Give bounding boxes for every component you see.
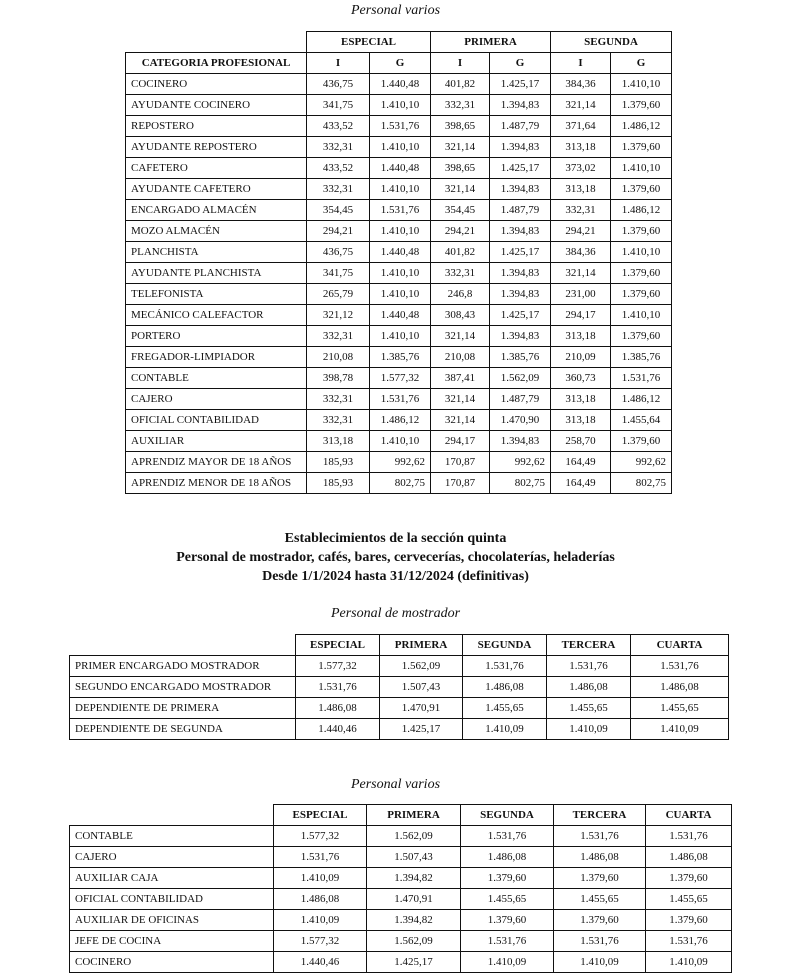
table-row [70, 698, 729, 719]
value-cell: 1.507,43 [380, 677, 463, 698]
value-cell: 433,52 [307, 158, 370, 179]
row-label: AYUDANTE REPOSTERO [126, 137, 307, 158]
value-cell: 1.410,09 [554, 952, 646, 973]
row-label: COCINERO [70, 952, 274, 973]
table-row [126, 305, 672, 326]
table-row [70, 889, 732, 910]
value-cell: 1.486,08 [274, 889, 367, 910]
row-label: AUXILIAR [126, 431, 307, 452]
table-row [70, 677, 729, 698]
value-cell: 384,36 [551, 242, 611, 263]
personal-mostrador-table [69, 634, 729, 740]
row-label: AUXILIAR CAJA [70, 868, 274, 889]
category-header: CATEGORIA PROFESIONAL [126, 53, 307, 74]
value-cell: 1.385,76 [611, 347, 672, 368]
section-heading [0, 529, 791, 586]
row-label: PLANCHISTA [126, 242, 307, 263]
group-header-segunda: SEGUNDA [551, 32, 672, 53]
value-cell: 1.379,60 [461, 910, 554, 931]
value-cell: 1.394,83 [490, 95, 551, 116]
table-row [126, 116, 672, 137]
blank-corner-cell [70, 805, 274, 826]
row-label: REPOSTERO [126, 116, 307, 137]
table-row [126, 95, 672, 116]
value-cell: 1.385,76 [370, 347, 431, 368]
value-cell: 1.562,09 [367, 931, 461, 952]
header-primera: PRIMERA [367, 805, 461, 826]
value-cell: 1.394,82 [367, 868, 461, 889]
value-cell: 1.487,79 [490, 200, 551, 221]
row-label: DEPENDIENTE DE SEGUNDA [70, 719, 296, 740]
row-label: TELEFONISTA [126, 284, 307, 305]
value-cell: 1.531,76 [296, 677, 380, 698]
value-cell: 1.410,09 [646, 952, 732, 973]
value-cell: 1.486,08 [547, 677, 631, 698]
value-cell: 1.440,48 [370, 242, 431, 263]
value-cell: 164,49 [551, 473, 611, 494]
group-header-primera: PRIMERA [431, 32, 551, 53]
value-cell: 1.577,32 [274, 931, 367, 952]
sub-header-i: I [431, 53, 490, 74]
table-row [70, 656, 729, 677]
value-cell: 1.486,08 [554, 847, 646, 868]
value-cell: 1.455,64 [611, 410, 672, 431]
value-cell: 354,45 [431, 200, 490, 221]
header-row [70, 805, 732, 826]
value-cell: 1.394,83 [490, 326, 551, 347]
value-cell: 321,14 [431, 179, 490, 200]
table-row [70, 952, 732, 973]
value-cell: 321,14 [551, 263, 611, 284]
value-cell: 341,75 [307, 95, 370, 116]
value-cell: 1.379,60 [611, 326, 672, 347]
value-cell: 1.425,17 [490, 305, 551, 326]
table-row [126, 74, 672, 95]
value-cell: 433,52 [307, 116, 370, 137]
row-label: CAJERO [70, 847, 274, 868]
row-label: OFICIAL CONTABILIDAD [70, 889, 274, 910]
value-cell: 398,65 [431, 158, 490, 179]
personal-varios-table-2 [69, 804, 732, 973]
value-cell: 1.410,10 [370, 431, 431, 452]
row-label: CONTABLE [126, 368, 307, 389]
table-row [126, 200, 672, 221]
value-cell: 1.455,65 [631, 698, 729, 719]
value-cell: 332,31 [307, 137, 370, 158]
value-cell: 1.531,76 [370, 116, 431, 137]
value-cell: 332,31 [431, 95, 490, 116]
value-cell: 1.410,10 [611, 74, 672, 95]
value-cell: 1.379,60 [611, 221, 672, 242]
row-label: APRENDIZ MENOR DE 18 AÑOS [126, 473, 307, 494]
value-cell: 332,31 [307, 389, 370, 410]
value-cell: 321,12 [307, 305, 370, 326]
table-row [126, 473, 672, 494]
value-cell: 992,62 [490, 452, 551, 473]
value-cell: 1.455,65 [646, 889, 732, 910]
row-label: AYUDANTE CAFETERO [126, 179, 307, 200]
value-cell: 1.394,82 [367, 910, 461, 931]
value-cell: 1.562,09 [380, 656, 463, 677]
value-cell: 1.394,83 [490, 431, 551, 452]
value-cell: 294,17 [551, 305, 611, 326]
value-cell: 436,75 [307, 242, 370, 263]
sub-header-g: G [370, 53, 431, 74]
value-cell: 313,18 [551, 410, 611, 431]
value-cell: 360,73 [551, 368, 611, 389]
value-cell: 294,21 [431, 221, 490, 242]
header-segunda: SEGUNDA [463, 635, 547, 656]
value-cell: 1.410,09 [547, 719, 631, 740]
value-cell: 1.486,12 [370, 410, 431, 431]
value-cell: 313,18 [551, 137, 611, 158]
row-label: FREGADOR-LIMPIADOR [126, 347, 307, 368]
value-cell: 1.379,60 [554, 910, 646, 931]
value-cell: 1.531,76 [370, 200, 431, 221]
value-cell: 1.440,46 [274, 952, 367, 973]
header-especial: ESPECIAL [296, 635, 380, 656]
value-cell: 387,41 [431, 368, 490, 389]
value-cell: 1.531,76 [370, 389, 431, 410]
row-label: OFICIAL CONTABILIDAD [126, 410, 307, 431]
value-cell: 1.379,60 [611, 263, 672, 284]
row-label: CAJERO [126, 389, 307, 410]
value-cell: 1.379,60 [611, 95, 672, 116]
value-cell: 1.486,12 [611, 389, 672, 410]
value-cell: 210,08 [431, 347, 490, 368]
value-cell: 1.531,76 [554, 931, 646, 952]
value-cell: 398,78 [307, 368, 370, 389]
sub-header-g: G [611, 53, 672, 74]
value-cell: 1.410,10 [370, 95, 431, 116]
header-row [70, 635, 729, 656]
value-cell: 1.531,76 [461, 826, 554, 847]
value-cell: 1.455,65 [554, 889, 646, 910]
table-row [126, 242, 672, 263]
row-label: PRIMER ENCARGADO MOSTRADOR [70, 656, 296, 677]
value-cell: 1.425,17 [490, 74, 551, 95]
value-cell: 1.410,10 [611, 305, 672, 326]
value-cell: 294,17 [431, 431, 490, 452]
header-cuarta: CUARTA [646, 805, 732, 826]
header-cuarta: CUARTA [631, 635, 729, 656]
value-cell: 210,09 [551, 347, 611, 368]
header-especial: ESPECIAL [274, 805, 367, 826]
table-row [126, 452, 672, 473]
value-cell: 265,79 [307, 284, 370, 305]
table-row [70, 719, 729, 740]
value-cell: 401,82 [431, 74, 490, 95]
value-cell: 1.394,83 [490, 221, 551, 242]
heading-line-3: Desde 1/1/2024 hasta 31/12/2024 (definitivas) [262, 569, 529, 584]
sub-header-g: G [490, 53, 551, 74]
value-cell: 1.425,17 [380, 719, 463, 740]
value-cell: 1.531,76 [554, 826, 646, 847]
header-tercera: TERCERA [547, 635, 631, 656]
value-cell: 1.486,08 [463, 677, 547, 698]
value-cell: 1.410,10 [370, 284, 431, 305]
value-cell: 321,14 [551, 95, 611, 116]
value-cell: 1.410,09 [631, 719, 729, 740]
value-cell: 1.379,60 [646, 868, 732, 889]
value-cell: 1.394,83 [490, 179, 551, 200]
value-cell: 1.531,76 [631, 656, 729, 677]
value-cell: 1.531,76 [611, 368, 672, 389]
value-cell: 1.379,60 [611, 284, 672, 305]
value-cell: 1.410,10 [611, 158, 672, 179]
section1-caption: Personal varios [350, 3, 441, 18]
table-row [126, 326, 672, 347]
value-cell: 294,21 [551, 221, 611, 242]
table-row [70, 868, 732, 889]
value-cell: 332,31 [307, 410, 370, 431]
value-cell: 1.577,32 [296, 656, 380, 677]
value-cell: 332,31 [307, 326, 370, 347]
value-cell: 371,64 [551, 116, 611, 137]
blank-corner-cell [126, 32, 307, 53]
row-label: JEFE DE COCINA [70, 931, 274, 952]
value-cell: 231,00 [551, 284, 611, 305]
value-cell: 1.410,09 [463, 719, 547, 740]
value-cell: 332,31 [307, 179, 370, 200]
value-cell: 802,75 [490, 473, 551, 494]
table-row [70, 847, 732, 868]
value-cell: 1.425,17 [490, 158, 551, 179]
row-label: MECÁNICO CALEFACTOR [126, 305, 307, 326]
value-cell: 1.410,10 [370, 179, 431, 200]
value-cell: 1.394,83 [490, 263, 551, 284]
value-cell: 1.577,32 [370, 368, 431, 389]
value-cell: 1.507,43 [367, 847, 461, 868]
row-label: DEPENDIENTE DE PRIMERA [70, 698, 296, 719]
table-row [126, 410, 672, 431]
table-row [126, 284, 672, 305]
value-cell: 313,18 [307, 431, 370, 452]
value-cell: 354,45 [307, 200, 370, 221]
value-cell: 1.394,83 [490, 137, 551, 158]
value-cell: 341,75 [307, 263, 370, 284]
value-cell: 313,18 [551, 326, 611, 347]
value-cell: 1.410,10 [370, 221, 431, 242]
value-cell: 1.531,76 [274, 847, 367, 868]
value-cell: 1.385,76 [490, 347, 551, 368]
value-cell: 246,8 [431, 284, 490, 305]
table-row [126, 221, 672, 242]
sub-header-i: I [551, 53, 611, 74]
row-label: COCINERO [126, 74, 307, 95]
row-label: AUXILIAR DE OFICINAS [70, 910, 274, 931]
personal-varios-table-1 [125, 31, 672, 494]
value-cell: 1.410,09 [274, 910, 367, 931]
value-cell: 332,31 [551, 200, 611, 221]
value-cell: 1.455,65 [461, 889, 554, 910]
value-cell: 1.486,08 [296, 698, 380, 719]
value-cell: 1.531,76 [646, 931, 732, 952]
row-label: MOZO ALMACÉN [126, 221, 307, 242]
value-cell: 170,87 [431, 473, 490, 494]
value-cell: 1.410,09 [461, 952, 554, 973]
value-cell: 1.470,90 [490, 410, 551, 431]
blank-corner-cell [70, 635, 296, 656]
value-cell: 1.577,32 [274, 826, 367, 847]
value-cell: 1.379,60 [646, 910, 732, 931]
value-cell: 1.531,76 [461, 931, 554, 952]
value-cell: 1.410,09 [274, 868, 367, 889]
value-cell: 210,08 [307, 347, 370, 368]
value-cell: 313,18 [551, 389, 611, 410]
value-cell: 321,14 [431, 137, 490, 158]
value-cell: 1.455,65 [463, 698, 547, 719]
section3-caption: Personal varios [350, 777, 441, 792]
row-label: AYUDANTE COCINERO [126, 95, 307, 116]
value-cell: 1.379,60 [554, 868, 646, 889]
value-cell: 802,75 [611, 473, 672, 494]
value-cell: 164,49 [551, 452, 611, 473]
value-cell: 1.440,48 [370, 74, 431, 95]
table-row [70, 910, 732, 931]
value-cell: 384,36 [551, 74, 611, 95]
value-cell: 1.410,10 [611, 242, 672, 263]
value-cell: 1.455,65 [547, 698, 631, 719]
table-row [126, 137, 672, 158]
table-row [70, 826, 732, 847]
sub-header-i: I [307, 53, 370, 74]
value-cell: 1.486,08 [461, 847, 554, 868]
table-row [126, 389, 672, 410]
heading-line-2: Personal de mostrador, cafés, bares, cervecerías, chocolaterías, heladerías [176, 550, 615, 565]
value-cell: 1.486,12 [611, 116, 672, 137]
value-cell: 1.487,79 [490, 116, 551, 137]
value-cell: 185,93 [307, 473, 370, 494]
value-cell: 1.440,48 [370, 158, 431, 179]
row-label: SEGUNDO ENCARGADO MOSTRADOR [70, 677, 296, 698]
value-cell: 313,18 [551, 179, 611, 200]
table-row [126, 431, 672, 452]
value-cell: 401,82 [431, 242, 490, 263]
heading-line-1: Establecimientos de la sección quinta [284, 531, 507, 546]
value-cell: 992,62 [611, 452, 672, 473]
value-cell: 1.562,09 [490, 368, 551, 389]
section2-caption: Personal de mostrador [330, 606, 461, 621]
value-cell: 1.379,60 [611, 431, 672, 452]
value-cell: 398,65 [431, 116, 490, 137]
value-cell: 1.410,10 [370, 263, 431, 284]
header-segunda: SEGUNDA [461, 805, 554, 826]
value-cell: 1.440,48 [370, 305, 431, 326]
value-cell: 1.440,46 [296, 719, 380, 740]
value-cell: 294,21 [307, 221, 370, 242]
group-header-especial: ESPECIAL [307, 32, 431, 53]
table-row [126, 368, 672, 389]
value-cell: 992,62 [370, 452, 431, 473]
value-cell: 1.379,60 [611, 137, 672, 158]
row-label: AYUDANTE PLANCHISTA [126, 263, 307, 284]
value-cell: 170,87 [431, 452, 490, 473]
value-cell: 185,93 [307, 452, 370, 473]
value-cell: 1.379,60 [611, 179, 672, 200]
row-label: PORTERO [126, 326, 307, 347]
value-cell: 1.410,10 [370, 137, 431, 158]
sub-header-row [126, 53, 672, 74]
value-cell: 1.410,10 [370, 326, 431, 347]
header-tercera: TERCERA [554, 805, 646, 826]
value-cell: 321,14 [431, 389, 490, 410]
value-cell: 1.394,83 [490, 284, 551, 305]
value-cell: 1.470,91 [380, 698, 463, 719]
value-cell: 1.562,09 [367, 826, 461, 847]
table-row [126, 263, 672, 284]
value-cell: 321,14 [431, 410, 490, 431]
value-cell: 321,14 [431, 326, 490, 347]
value-cell: 1.470,91 [367, 889, 461, 910]
value-cell: 1.425,17 [367, 952, 461, 973]
value-cell: 436,75 [307, 74, 370, 95]
value-cell: 1.486,08 [646, 847, 732, 868]
group-header-row [126, 32, 672, 53]
row-label: CAFETERO [126, 158, 307, 179]
value-cell: 373,02 [551, 158, 611, 179]
value-cell: 308,43 [431, 305, 490, 326]
value-cell: 1.425,17 [490, 242, 551, 263]
row-label: ENCARGADO ALMACÉN [126, 200, 307, 221]
table-row [70, 931, 732, 952]
table-row [126, 158, 672, 179]
value-cell: 1.531,76 [463, 656, 547, 677]
value-cell: 802,75 [370, 473, 431, 494]
value-cell: 1.531,76 [646, 826, 732, 847]
header-primera: PRIMERA [380, 635, 463, 656]
value-cell: 1.531,76 [547, 656, 631, 677]
value-cell: 332,31 [431, 263, 490, 284]
row-label: CONTABLE [70, 826, 274, 847]
table-row [126, 347, 672, 368]
row-label: APRENDIZ MAYOR DE 18 AÑOS [126, 452, 307, 473]
value-cell: 1.486,08 [631, 677, 729, 698]
value-cell: 1.486,12 [611, 200, 672, 221]
table-row [126, 179, 672, 200]
value-cell: 1.379,60 [461, 868, 554, 889]
value-cell: 1.487,79 [490, 389, 551, 410]
value-cell: 258,70 [551, 431, 611, 452]
